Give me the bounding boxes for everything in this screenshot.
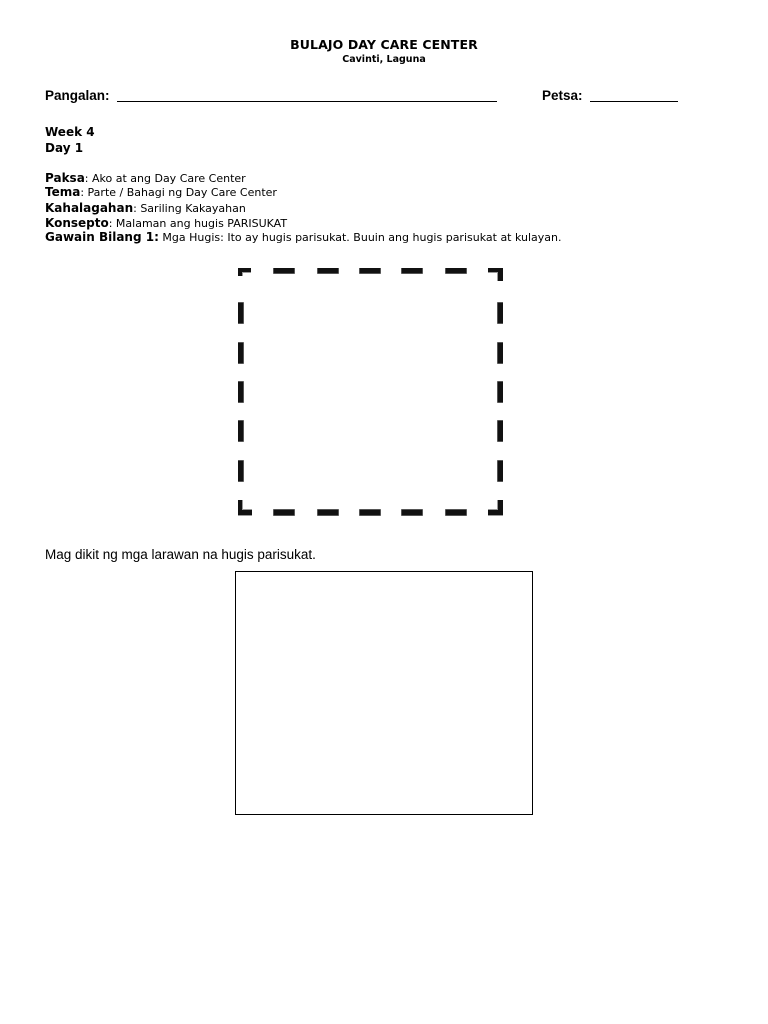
dashed-square-left-edge: [238, 302, 244, 482]
gawain-value: Mga Hugis: Ito ay hugis parisukat. Buuin ang hugis parisukat at kulayan.: [158, 231, 562, 244]
dashed-square-top-edge: [240, 268, 501, 281]
konsepto-label: Konsepto: [45, 216, 109, 230]
tema-line: [45, 185, 277, 199]
konsepto-value: : Malaman ang hugis PARISUKAT: [108, 217, 288, 230]
konsepto-line: [45, 216, 287, 230]
center-title: BULAJO DAY CARE CENTER: [290, 37, 478, 52]
picture-paste-box[interactable]: [235, 571, 533, 815]
week-label: Week 4: [45, 125, 95, 139]
center-location: Cavinti, Laguna: [342, 54, 426, 65]
dashed-square-bottom-edge: [240, 500, 501, 516]
tema-value: : Parte / Bahagi ng Day Care Center: [80, 186, 277, 199]
name-label: Pangalan:: [45, 88, 110, 103]
date-label: Petsa:: [542, 88, 583, 103]
gawain-label: Gawain Bilang 1:: [45, 230, 159, 244]
date-blank-line[interactable]: [590, 101, 678, 102]
day-label: Day 1: [45, 141, 84, 155]
dashed-square-tracing-shape[interactable]: [238, 268, 503, 516]
kahalagahan-line: [45, 201, 246, 215]
paksa-line: [45, 171, 246, 185]
paksa-label: Paksa: [45, 171, 85, 185]
paksa-value: : Ako at ang Day Care Center: [84, 172, 246, 185]
name-blank-line[interactable]: [117, 101, 497, 102]
dashed-square-right-edge: [497, 302, 503, 482]
kahalagahan-label: Kahalagahan: [45, 201, 134, 215]
gawain-line: [45, 230, 562, 244]
tema-label: Tema: [45, 185, 81, 199]
paste-instruction: Mag dikit ng mga larawan na hugis parisukat.: [45, 547, 316, 562]
kahalagahan-value: : Sariling Kakayahan: [133, 202, 246, 215]
